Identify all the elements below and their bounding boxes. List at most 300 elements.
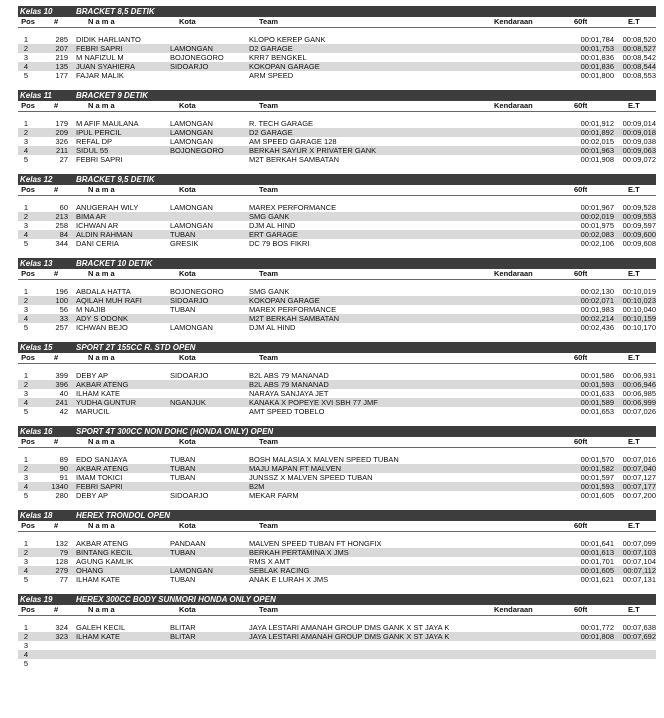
city-cell: SIDOARJO — [170, 62, 209, 71]
city-cell: BOJONEGORO — [170, 146, 224, 155]
class-title: BRACKET 10 DETIK — [76, 259, 153, 268]
number-cell: 128 — [55, 557, 68, 566]
result-row — [18, 53, 656, 62]
et-cell: 00:09,018 — [622, 128, 656, 137]
et-cell: 00:10,019 — [622, 287, 656, 296]
pos-header: Pos — [21, 101, 35, 110]
number-cell: 177 — [55, 71, 68, 80]
result-row — [18, 155, 656, 164]
name-cell: AKBAR ATENG — [76, 380, 129, 389]
team-cell: JAYA LESTARI AMANAH GROUP DMS GANK X ST JAYA K — [249, 623, 450, 632]
sixty-ft-header: 60ft — [574, 605, 588, 614]
number-header: # — [54, 269, 59, 278]
name-cell: M NAJIB — [76, 305, 106, 314]
pos-cell: 3 — [23, 557, 29, 566]
name-cell: M NAFIZUL M — [76, 53, 124, 62]
et-cell: 00:10,159 — [622, 314, 656, 323]
column-header — [18, 185, 656, 196]
name-cell: BINTANG KECIL — [76, 548, 133, 557]
spacer — [18, 584, 656, 594]
pos-header: Pos — [21, 353, 35, 362]
result-row — [18, 35, 656, 44]
vehicle-header: Kendaraan — [494, 17, 533, 26]
city-cell: LAMONGAN — [170, 137, 213, 146]
class-title-bar — [18, 258, 656, 269]
number-header: # — [54, 353, 59, 362]
pos-cell: 5 — [23, 491, 29, 500]
pos-cell: 5 — [23, 575, 29, 584]
et-header: E.T — [628, 605, 640, 614]
result-row — [18, 380, 656, 389]
pos-cell: 2 — [23, 296, 29, 305]
result-row — [18, 305, 656, 314]
spacer — [18, 364, 656, 371]
city-header: Kota — [179, 269, 196, 278]
pos-header: Pos — [21, 269, 35, 278]
result-row — [18, 464, 656, 473]
spacer — [18, 448, 656, 455]
kelas-label: Kelas 19 — [20, 595, 53, 604]
result-row — [18, 482, 656, 491]
sixty-ft-cell: 00:01,605 — [580, 566, 614, 575]
team-header: Team — [259, 437, 279, 446]
name-cell: JUAN SYAHIERA — [76, 62, 136, 71]
city-cell: BOJONEGORO — [170, 53, 224, 62]
name-cell: AKBAR ATENG — [76, 464, 129, 473]
pos-cell: 1 — [23, 35, 29, 44]
name-cell: BIMA AR — [76, 212, 107, 221]
spacer — [18, 164, 656, 174]
pos-cell: 1 — [23, 455, 29, 464]
team-cell: KANAKA X POPEYE XVI SBH 77 JMF — [249, 398, 378, 407]
kelas-label: Kelas 11 — [20, 91, 52, 100]
team-header: Team — [259, 269, 279, 278]
name-cell: GALEH KECIL — [76, 623, 126, 632]
pos-cell: 3 — [23, 221, 29, 230]
number-header: # — [54, 437, 59, 446]
pos-header: Pos — [21, 437, 35, 446]
results-sheet — [18, 6, 656, 668]
name-cell: ABDALA HATTA — [76, 287, 131, 296]
pos-cell: 5 — [23, 407, 29, 416]
et-cell: 00:06,931 — [622, 371, 656, 380]
class-block — [18, 90, 656, 174]
number-cell: 213 — [55, 212, 68, 221]
number-cell: 1340 — [51, 482, 68, 491]
et-cell: 00:07,103 — [622, 548, 656, 557]
result-row — [18, 146, 656, 155]
et-cell: 00:10,170 — [622, 323, 656, 332]
team-cell: KLOPO KEREP GANK — [249, 35, 326, 44]
name-cell: AKBAR ATENG — [76, 539, 129, 548]
number-cell: 91 — [59, 473, 68, 482]
et-cell: 00:08,527 — [622, 44, 656, 53]
number-cell: 209 — [55, 128, 68, 137]
class-block — [18, 426, 656, 510]
city-cell: BLITAR — [170, 623, 196, 632]
name-header: N a m a — [88, 185, 115, 194]
result-row — [18, 398, 656, 407]
number-cell: 241 — [55, 398, 68, 407]
kelas-label: Kelas 18 — [20, 511, 53, 520]
result-row — [18, 455, 656, 464]
number-cell: 42 — [59, 407, 68, 416]
column-header — [18, 269, 656, 280]
name-cell: ILHAM KATE — [76, 575, 121, 584]
et-cell: 00:09,608 — [622, 239, 656, 248]
name-cell: ANUGERAH WILY — [76, 203, 139, 212]
team-cell: SMG GANK — [249, 212, 290, 221]
city-cell: PANDAAN — [170, 539, 206, 548]
class-title-bar — [18, 426, 656, 437]
city-cell: LAMONGAN — [170, 323, 213, 332]
sixty-ft-cell: 00:02,130 — [580, 287, 614, 296]
pos-cell: 5 — [23, 659, 29, 668]
et-cell: 00:10,023 — [622, 296, 656, 305]
team-cell: MALVEN SPEED TUBAN FT HONGFIX — [249, 539, 382, 548]
name-cell: ICHWAN BEJO — [76, 323, 128, 332]
sixty-ft-cell: 00:01,983 — [580, 305, 614, 314]
name-cell: AQILAH MUH RAFI — [76, 296, 142, 305]
city-cell: LAMONGAN — [170, 566, 213, 575]
number-cell: 279 — [55, 566, 68, 575]
spacer — [18, 532, 656, 539]
et-cell: 00:07,177 — [622, 482, 656, 491]
sixty-ft-cell: 00:01,605 — [580, 491, 614, 500]
team-header: Team — [259, 101, 279, 110]
result-row — [18, 566, 656, 575]
number-header: # — [54, 605, 59, 614]
pos-cell: 5 — [23, 71, 29, 80]
pos-cell: 5 — [23, 239, 29, 248]
class-title-bar — [18, 594, 656, 605]
team-cell: B2L ABS 79 MANANAD — [249, 380, 329, 389]
team-cell: BERKAH SAYUR X PRIVATER GANK — [249, 146, 377, 155]
class-block — [18, 174, 656, 258]
class-block — [18, 594, 656, 668]
result-row — [18, 62, 656, 71]
pos-cell: 2 — [23, 548, 29, 557]
name-cell: AGUNG KAMLIK — [76, 557, 134, 566]
et-cell: 00:09,014 — [622, 119, 656, 128]
team-cell: DC 79 BOS FIKRI — [249, 239, 310, 248]
team-cell: ANAK E LURAH X JMS — [249, 575, 329, 584]
number-cell: 84 — [59, 230, 68, 239]
number-header: # — [54, 17, 59, 26]
sixty-ft-cell: 00:01,641 — [580, 539, 614, 548]
team-cell: MAREX PERFORMANCE — [249, 305, 337, 314]
et-header: E.T — [628, 437, 640, 446]
column-header — [18, 353, 656, 364]
vehicle-header: Kendaraan — [494, 101, 533, 110]
name-cell: OHANG — [76, 566, 104, 575]
team-header: Team — [259, 185, 279, 194]
name-cell: DEBY AP — [76, 491, 108, 500]
pos-cell: 1 — [23, 623, 29, 632]
result-row — [18, 539, 656, 548]
team-cell: JUNSSZ X MALVEN SPEED TUBAN — [249, 473, 373, 482]
city-cell: GRESIK — [170, 239, 199, 248]
sixty-ft-cell: 00:02,015 — [580, 137, 614, 146]
pos-cell: 1 — [23, 119, 29, 128]
number-header: # — [54, 185, 59, 194]
team-cell: SMG GANK — [249, 287, 290, 296]
city-cell: LAMONGAN — [170, 128, 213, 137]
class-title-bar — [18, 510, 656, 521]
et-header: E.T — [628, 269, 640, 278]
team-cell: MEKAR FARM — [249, 491, 299, 500]
sixty-ft-cell: 00:02,019 — [580, 212, 614, 221]
city-header: Kota — [179, 185, 196, 194]
number-cell: 132 — [55, 539, 68, 548]
city-cell: BOJONEGORO — [170, 287, 224, 296]
number-cell: 196 — [55, 287, 68, 296]
city-header: Kota — [179, 17, 196, 26]
et-cell: 00:09,072 — [622, 155, 656, 164]
team-cell: KOKOPAN GARAGE — [249, 296, 320, 305]
class-block — [18, 342, 656, 426]
result-row — [18, 44, 656, 53]
pos-cell: 3 — [23, 473, 29, 482]
name-cell: ALDIN RAHMAN — [76, 230, 133, 239]
number-cell: 33 — [59, 314, 68, 323]
et-header: E.T — [628, 185, 640, 194]
et-cell: 00:07,692 — [622, 632, 656, 641]
et-cell: 00:09,063 — [622, 146, 656, 155]
name-cell: ADY S ODONK — [76, 314, 128, 323]
spacer — [18, 616, 656, 623]
sixty-ft-cell: 00:01,586 — [580, 371, 614, 380]
sixty-ft-cell: 00:01,633 — [580, 389, 614, 398]
name-cell: YUDHA GUNTUR — [76, 398, 137, 407]
city-header: Kota — [179, 353, 196, 362]
name-header: N a m a — [88, 269, 115, 278]
sixty-ft-cell: 00:01,908 — [580, 155, 614, 164]
result-row — [18, 71, 656, 80]
city-cell: TUBAN — [170, 230, 196, 239]
number-cell: 179 — [55, 119, 68, 128]
name-cell: ILHAM KATE — [76, 389, 121, 398]
sixty-ft-header: 60ft — [574, 17, 588, 26]
team-header: Team — [259, 605, 279, 614]
team-cell: R. TECH GARAGE — [249, 119, 314, 128]
number-cell: 344 — [55, 239, 68, 248]
sixty-ft-header: 60ft — [574, 101, 588, 110]
sixty-ft-cell: 00:01,912 — [580, 119, 614, 128]
team-cell: M2T BERKAH SAMBATAN — [249, 314, 340, 323]
sixty-ft-cell: 00:01,593 — [580, 482, 614, 491]
team-cell: RMS X AMT — [249, 557, 291, 566]
number-cell: 56 — [59, 305, 68, 314]
team-cell: KOKOPAN GARAGE — [249, 62, 320, 71]
result-row — [18, 119, 656, 128]
result-row — [18, 659, 656, 668]
vehicle-header: Kendaraan — [494, 269, 533, 278]
number-cell: 207 — [55, 44, 68, 53]
city-cell: SIDOARJO — [170, 491, 209, 500]
kelas-label: Kelas 10 — [20, 7, 53, 16]
pos-cell: 3 — [23, 389, 29, 398]
name-cell: EDO SANJAYA — [76, 455, 128, 464]
et-cell: 00:09,597 — [622, 221, 656, 230]
number-cell: 79 — [59, 548, 68, 557]
result-row — [18, 212, 656, 221]
name-cell: FEBRI SAPRI — [76, 44, 123, 53]
et-cell: 00:09,553 — [622, 212, 656, 221]
sixty-ft-cell: 00:01,593 — [580, 380, 614, 389]
sixty-ft-cell: 00:02,106 — [580, 239, 614, 248]
class-title: HEREX TRONDOL OPEN — [76, 511, 171, 520]
team-cell: KRR7 BENGKEL — [249, 53, 307, 62]
spacer — [18, 196, 656, 203]
class-block — [18, 510, 656, 594]
number-cell: 258 — [55, 221, 68, 230]
et-header: E.T — [628, 101, 640, 110]
result-row — [18, 650, 656, 659]
team-cell: DJM AL HIND — [249, 221, 296, 230]
city-header: Kota — [179, 605, 196, 614]
pos-header: Pos — [21, 17, 35, 26]
team-cell: M2T BERKAH SAMBATAN — [249, 155, 340, 164]
pos-cell: 1 — [23, 203, 29, 212]
class-title: SPORT 4T 300CC NON DOHC (HONDA ONLY) OPEN — [76, 427, 274, 436]
sixty-ft-cell: 00:01,772 — [580, 623, 614, 632]
column-header — [18, 101, 656, 112]
team-cell: SEBLAK RACING — [249, 566, 310, 575]
kelas-label: Kelas 12 — [20, 175, 53, 184]
kelas-label: Kelas 16 — [20, 427, 53, 436]
spacer — [18, 416, 656, 426]
pos-cell: 4 — [23, 62, 29, 71]
team-cell: BERKAH PERTAMINA X JMS — [249, 548, 349, 557]
class-title-bar — [18, 174, 656, 185]
et-cell: 00:06,946 — [622, 380, 656, 389]
team-header: Team — [259, 353, 279, 362]
sixty-ft-cell: 00:02,214 — [580, 314, 614, 323]
spacer — [18, 280, 656, 287]
class-title: BRACKET 9,5 DETIK — [76, 175, 155, 184]
et-cell: 00:08,520 — [622, 35, 656, 44]
team-cell: JAYA LESTARI AMANAH GROUP DMS GANK X ST JAYA K — [249, 632, 450, 641]
name-cell: REFAL DP — [76, 137, 112, 146]
name-cell: FAJAR MALIK — [76, 71, 124, 80]
team-cell: B2L ABS 79 MANANAD — [249, 371, 329, 380]
pos-cell: 4 — [23, 482, 29, 491]
team-cell: NARAYA SANJAYA JET — [249, 389, 329, 398]
spacer — [18, 28, 656, 35]
team-cell: DJM AL HIND — [249, 323, 296, 332]
name-header: N a m a — [88, 101, 115, 110]
number-cell: 285 — [55, 35, 68, 44]
name-cell: DIDIK HARLIANTO — [76, 35, 141, 44]
result-row — [18, 137, 656, 146]
et-cell: 00:07,200 — [622, 491, 656, 500]
sixty-ft-cell: 00:01,701 — [580, 557, 614, 566]
name-cell: ILHAM KATE — [76, 632, 121, 641]
et-cell: 00:07,026 — [622, 407, 656, 416]
city-cell: TUBAN — [170, 575, 196, 584]
sixty-ft-header: 60ft — [574, 437, 588, 446]
et-cell: 00:07,131 — [622, 575, 656, 584]
number-cell: 396 — [55, 380, 68, 389]
result-row — [18, 203, 656, 212]
class-title: BRACKET 8,5 DETIK — [76, 7, 155, 16]
number-cell: 324 — [55, 623, 68, 632]
kelas-label: Kelas 13 — [20, 259, 53, 268]
et-header: E.T — [628, 17, 640, 26]
number-cell: 90 — [59, 464, 68, 473]
city-cell: TUBAN — [170, 455, 196, 464]
number-cell: 219 — [55, 53, 68, 62]
result-row — [18, 623, 656, 632]
et-cell: 00:07,016 — [622, 455, 656, 464]
sixty-ft-cell: 00:01,582 — [580, 464, 614, 473]
column-header — [18, 605, 656, 616]
kelas-label: Kelas 15 — [20, 343, 53, 352]
class-title: HEREX 300CC BODY SUNMORI HONDA ONLY OPEN — [76, 595, 276, 604]
name-cell: IPUL PERCIL — [76, 128, 122, 137]
pos-cell: 3 — [23, 641, 29, 650]
pos-cell: 2 — [23, 632, 29, 641]
team-cell: AMT SPEED TOBELO — [249, 407, 325, 416]
name-header: N a m a — [88, 17, 115, 26]
sixty-ft-cell: 00:01,589 — [580, 398, 614, 407]
sixty-ft-cell: 00:01,613 — [580, 548, 614, 557]
city-cell: LAMONGAN — [170, 44, 213, 53]
result-row — [18, 548, 656, 557]
sixty-ft-cell: 00:01,800 — [580, 71, 614, 80]
class-title-bar — [18, 342, 656, 353]
name-header: N a m a — [88, 605, 115, 614]
result-row — [18, 314, 656, 323]
number-cell: 211 — [56, 146, 68, 155]
et-cell: 00:08,542 — [622, 53, 656, 62]
team-cell: MAREX PERFORMANCE — [249, 203, 337, 212]
et-cell: 00:09,600 — [622, 230, 656, 239]
pos-cell: 2 — [23, 44, 29, 53]
sixty-ft-header: 60ft — [574, 353, 588, 362]
number-cell: 77 — [59, 575, 68, 584]
pos-cell: 5 — [23, 323, 29, 332]
sixty-ft-cell: 00:01,753 — [580, 44, 614, 53]
et-header: E.T — [628, 353, 640, 362]
pos-header: Pos — [21, 521, 35, 530]
number-cell: 257 — [55, 323, 68, 332]
team-cell: D2 GARAGE — [249, 128, 293, 137]
et-cell: 00:07,099 — [622, 539, 656, 548]
pos-header: Pos — [21, 605, 35, 614]
city-cell: LAMONGAN — [170, 203, 213, 212]
sixty-ft-cell: 00:02,083 — [580, 230, 614, 239]
sixty-ft-cell: 00:01,784 — [580, 35, 614, 44]
pos-header: Pos — [21, 185, 35, 194]
et-cell: 00:07,040 — [622, 464, 656, 473]
number-cell: 399 — [55, 371, 68, 380]
city-header: Kota — [179, 437, 196, 446]
name-cell: SIDUL 55 — [76, 146, 109, 155]
et-cell: 00:07,638 — [622, 623, 656, 632]
team-cell: ERT GARAGE — [249, 230, 298, 239]
pos-cell: 1 — [23, 287, 29, 296]
sixty-ft-cell: 00:01,967 — [580, 203, 614, 212]
result-row — [18, 641, 656, 650]
et-cell: 00:07,127 — [622, 473, 656, 482]
et-cell: 00:09,528 — [622, 203, 656, 212]
vehicle-header: Kendaraan — [494, 605, 533, 614]
result-row — [18, 491, 656, 500]
sixty-ft-header: 60ft — [574, 521, 588, 530]
pos-cell: 4 — [23, 650, 29, 659]
